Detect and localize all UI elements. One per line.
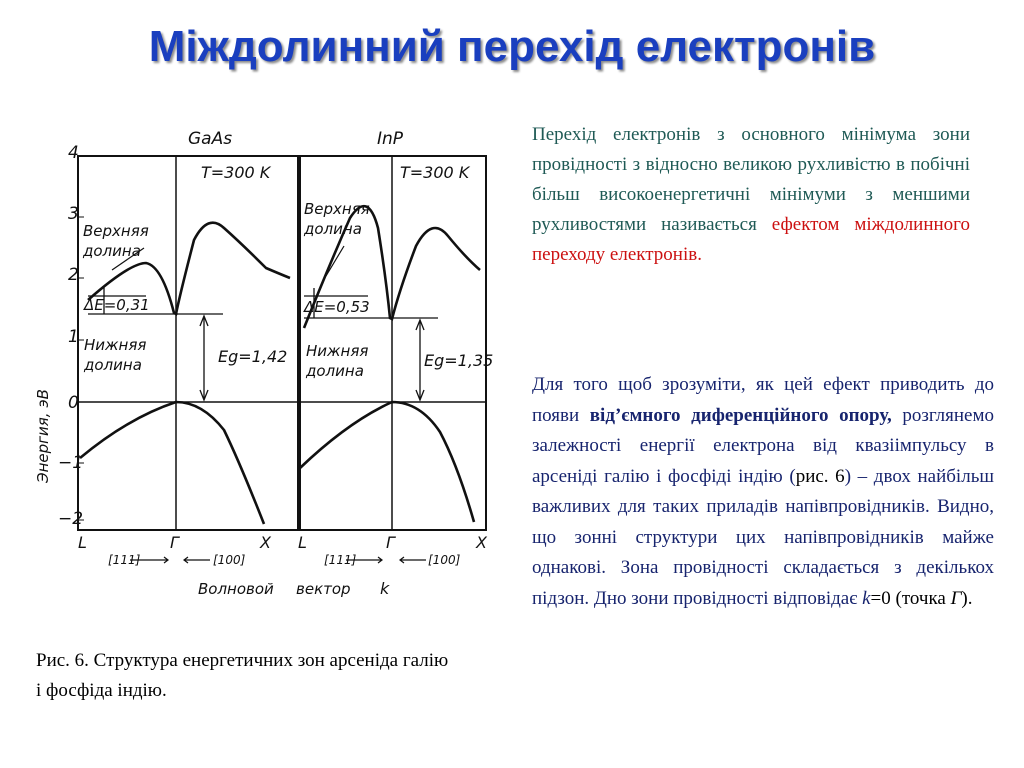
paragraph-definition <box>532 120 970 270</box>
x-axis-label: Волновой <box>198 580 274 598</box>
paragraph-text: ) – двох найбільш важливих для таких приладів напівпровідників. Видно, що зонні структури цих напівпровідників майже однакові. Зона провідності складається з декількох підзон. Дно зони провідності відповідає <box>532 465 994 609</box>
direction-111: [111] <box>324 553 357 567</box>
y-axis-label: Энергия, эВ <box>34 389 52 483</box>
arrow-icon <box>184 557 210 563</box>
band-structure-figure <box>28 118 498 610</box>
temperature-label: T=300 K <box>400 163 470 182</box>
temperature-label: T=300 K <box>201 163 271 182</box>
point-x: X <box>476 533 487 552</box>
y-tick: −1 <box>58 453 84 473</box>
highlighted-term: ефектом міждолинного переходу електронів. <box>532 214 970 265</box>
point-l: L <box>78 533 87 552</box>
y-tick: 0 <box>68 393 79 413</box>
bold-term: від’ємного диференційного опору, <box>589 404 892 426</box>
direction-100: [100] <box>428 553 461 567</box>
y-tick: 4 <box>68 143 79 163</box>
upper-valley-label: долина <box>83 242 141 260</box>
y-tick: 2 <box>68 265 79 285</box>
y-tick: −2 <box>58 509 84 529</box>
panel-material: InP <box>377 129 404 149</box>
paragraph-explanation <box>532 370 994 614</box>
paragraph-text: =0 (точка <box>870 587 951 609</box>
paragraph-text: ). <box>961 587 973 609</box>
point-gamma: Г <box>386 533 395 552</box>
y-tick: 3 <box>68 204 79 224</box>
direction-111: [111] <box>108 553 141 567</box>
eg-label: Eg=1,35 <box>424 351 494 370</box>
upper-valley-label: Верхняя <box>304 200 370 218</box>
point-l: L <box>298 533 307 552</box>
gamma-symbol: Г <box>950 587 962 609</box>
paragraph-text: Перехід електронів з основного мінімума зони провідності з відносно великою рухливістю в побічні більш високоенергетичні мінімуми з меншими рухливостями називається <box>532 124 970 235</box>
point-x: X <box>260 533 271 552</box>
k-symbol: k <box>862 587 871 609</box>
lower-valley-label: Нижняя <box>306 342 369 360</box>
paragraph-text: Для того щоб зрозуміти, як цей ефект приводить до появи <box>532 374 994 426</box>
figure-reference: рис. 6 <box>795 465 845 487</box>
delta-e-label: ΔE=0,31 <box>84 296 150 314</box>
panel-material: GaAs <box>188 129 233 149</box>
lower-valley-label: Нижняя <box>84 336 147 354</box>
lower-valley-label: долина <box>84 356 142 374</box>
y-tick: 1 <box>68 327 79 347</box>
panel-inp <box>298 129 493 567</box>
x-axis-label: k <box>380 579 390 598</box>
valence-band-curve <box>300 402 474 522</box>
figure-caption: Рис. 6. Структура енергетичних зон арсеніда галію і фосфіда індію. <box>36 650 449 701</box>
panel-gaas <box>78 129 300 567</box>
delta-e-label: ΔE=0,53 <box>304 298 370 316</box>
upper-valley-label: долина <box>304 220 362 238</box>
lower-valley-label: долина <box>306 362 364 380</box>
valence-band-curve <box>80 402 264 524</box>
upper-valley-label: Верхняя <box>83 222 149 240</box>
eg-label: Eg=1,42 <box>218 347 288 366</box>
slide-title: Міждолинний перехід електронів <box>148 22 876 71</box>
x-axis-label: вектор <box>296 580 351 598</box>
arrow-icon <box>400 557 426 563</box>
point-gamma: Г <box>170 533 179 552</box>
direction-100: [100] <box>213 553 246 567</box>
paragraph-text: розглянемо залежності енергії електрона від квазіімпульсу в арсеніді галію і фосфіді індію ( <box>532 404 994 487</box>
